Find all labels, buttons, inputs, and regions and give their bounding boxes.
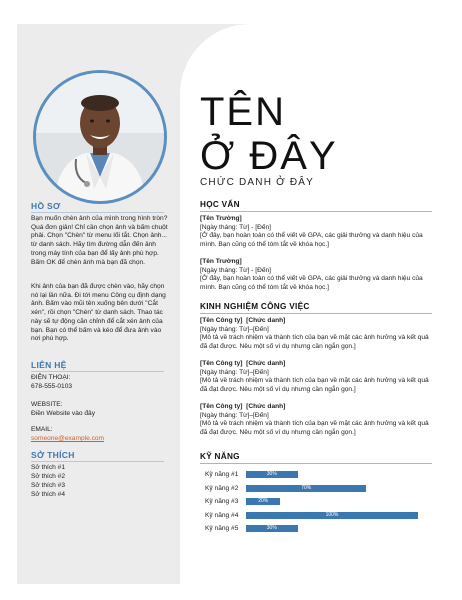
skill-bar: 70%	[246, 485, 366, 492]
phone-label: ĐIỆN THOẠI:	[31, 374, 71, 381]
profile-divider	[31, 212, 164, 213]
skill-label: Kỹ năng #3	[205, 498, 239, 505]
skill-row	[200, 497, 432, 511]
experience-description: [Mô tả về trách nhiệm và thành tích của bạn về mặt các ảnh hưởng và kết quả đã đạt được. Nêu một số ví dụ nhưng cần ngắn gọn.]	[200, 334, 429, 350]
skill-label: Kỹ năng #4	[205, 511, 239, 519]
doctor-portrait-image	[36, 73, 164, 201]
name-line-2: Ở ĐÂY	[200, 134, 338, 178]
skill-label: Kỹ năng #5	[205, 525, 239, 532]
experience-dates: [Ngày tháng: Từ]–[Đến]	[200, 368, 269, 376]
company-name: [Tên Công ty]	[200, 403, 243, 410]
skill-row	[200, 470, 432, 484]
hobby-item: Sở thích #3	[31, 482, 66, 489]
skill-bar: 100%	[246, 512, 418, 519]
experience-dates: [Ngày tháng: Từ]–[Đến]	[200, 325, 269, 333]
email-row	[31, 435, 169, 444]
role-title: [Chức danh]	[246, 403, 286, 410]
experience-description: [Mô tả về trách nhiệm và thành tích của bạn về mặt các ảnh hưởng và kết quả đã đạt được. Nêu một số ví dụ nhưng cần ngắn gọn.]	[200, 420, 429, 436]
profile-heading: HỒ SƠ	[31, 201, 61, 211]
skill-bar: 30%	[246, 525, 298, 532]
profile-photo[interactable]	[33, 70, 167, 204]
profile-paragraph-2: Khi ảnh của bạn đã được chèn vào, hãy chọn nó lại lần nữa. Đi tới menu Công cụ định dạng ảnh. Bấm vào mũi tên xuống bên dưới "Cắt xén", rồi chọn "Chèn" từ danh sách. Thao tác này sẽ tự động căn chỉnh để cắt xén ảnh của bạn. Bạn có thể bấm và kéo để đưa ảnh vào nơi phù hợp.	[31, 283, 166, 343]
experience-entry	[200, 317, 432, 351]
education-entry	[200, 215, 432, 249]
website-value: Điền Website vào đây	[31, 410, 96, 417]
hobby-item: Sở thích #2	[31, 473, 66, 480]
education-dates: [Ngày tháng: Từ] - [Đến]	[200, 266, 271, 274]
education-dates: [Ngày tháng: Từ] - [Đến]	[200, 223, 271, 231]
experience-dates: [Ngày tháng: Từ]–[Đến]	[200, 411, 269, 419]
hobbies-heading: SỞ THÍCH	[31, 450, 75, 460]
name-line-1: TÊN	[200, 90, 286, 134]
experience-heading: KINH NGHIỆM CÔNG VIỆC	[200, 302, 432, 314]
hobbies-divider	[31, 461, 164, 462]
company-name: [Tên Công ty]	[200, 360, 243, 367]
skill-row	[200, 524, 432, 538]
school-name: [Tên Trường]	[200, 258, 242, 265]
contact-divider	[31, 371, 164, 372]
experience-entry	[200, 403, 432, 437]
phone-value: 678-555-0103	[31, 383, 73, 390]
education-description: [Ở đây, bạn hoàn toàn có thể viết về GPA, các giải thưởng và danh hiệu của mình. Bạn cũng có thể tóm tắt về khóa học.]	[200, 232, 423, 248]
experience-entry	[200, 360, 432, 394]
skill-label: Kỹ năng #2	[205, 484, 239, 492]
education-entry	[200, 258, 432, 292]
email-label: EMAIL:	[31, 426, 53, 433]
skills-heading: KỸ NĂNG	[200, 452, 432, 464]
skills-chart	[200, 470, 432, 538]
skill-row	[200, 484, 432, 498]
profile-paragraph-1: Bạn muốn chèn ảnh của mình trong hình tròn? Quá đơn giản! Chỉ cần chọn ảnh và bấm chuột phải. Chọn "Chèn" từ menu lối tắt. Chọn ảnh... từ danh sách. Hãy tìm đường dẫn đến ảnh trong máy tính của bạn để lấy ảnh phù hợp. Bấm OK để chèn ảnh mà bạn đã chọn.	[31, 215, 168, 266]
job-title: CHỨC DANH Ở ĐÂY	[200, 177, 315, 188]
role-title: [Chức danh]	[246, 360, 286, 367]
role-title: [Chức danh]	[246, 317, 286, 324]
email-link[interactable]: someone@example.com	[31, 435, 105, 442]
skill-bar: 30%	[246, 471, 298, 478]
skill-label: Kỹ năng #1	[205, 471, 239, 478]
school-name: [Tên Trường]	[200, 215, 242, 222]
skill-row	[200, 511, 432, 525]
education-description: [Ở đây, bạn hoàn toàn có thể viết về GPA, các giải thưởng và danh hiệu của mình. Bạn cũng có thể tóm tắt về khóa học.]	[200, 275, 423, 291]
experience-description: [Mô tả về trách nhiệm và thành tích của bạn về mặt các ảnh hưởng và kết quả đã đạt được. Nêu một số ví dụ nhưng cần ngắn gọn.]	[200, 377, 429, 393]
education-heading: HỌC VẤN	[200, 200, 432, 212]
hobby-item: Sở thích #1	[31, 464, 66, 471]
contact-heading: LIÊN HỆ	[31, 360, 67, 370]
skill-bar: 20%	[246, 498, 280, 505]
company-name: [Tên Công ty]	[200, 317, 243, 324]
hobby-item: Sở thích #4	[31, 491, 66, 498]
website-label: WEBSITE:	[31, 401, 63, 408]
